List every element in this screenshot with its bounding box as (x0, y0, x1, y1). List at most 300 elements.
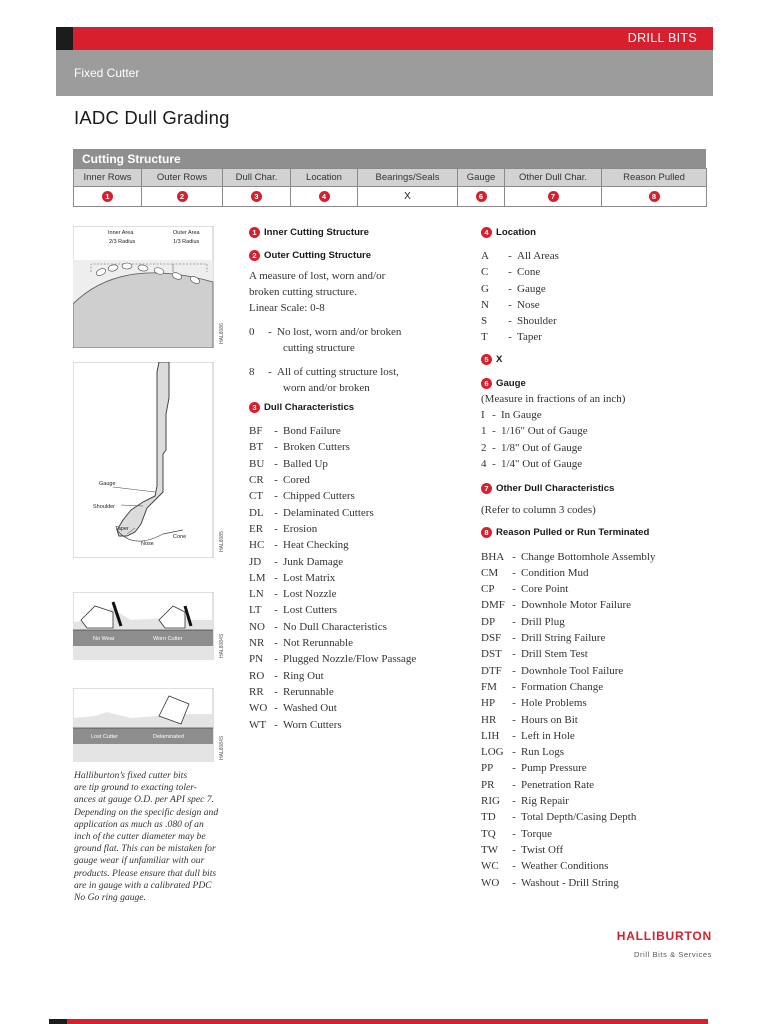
code: WO (249, 702, 268, 715)
dash: - (274, 620, 278, 633)
scale-row (249, 340, 467, 356)
description: Worn Cutters (283, 718, 342, 731)
dash: - (492, 441, 496, 454)
description: Core Point (521, 583, 569, 596)
code-cell (74, 187, 142, 207)
list-item (249, 505, 467, 521)
list-item (481, 744, 711, 760)
description: Change Bottomhole Assembly (521, 550, 656, 563)
column-header: Other Dull Char. (505, 169, 602, 187)
list-item (481, 858, 711, 874)
code: BU (249, 457, 265, 470)
code: LOG (481, 746, 504, 759)
heading-text: Dull Characteristics (264, 401, 355, 413)
code: CM (481, 566, 499, 579)
description: Formation Change (521, 680, 604, 693)
list-item (249, 651, 467, 667)
list-item (249, 602, 467, 618)
section-heading (249, 225, 467, 239)
dash: - (268, 365, 272, 378)
code: RR (249, 685, 264, 698)
no-wear-label: No Wear (93, 636, 115, 642)
dash: - (512, 713, 516, 726)
dash: - (274, 604, 278, 617)
gauge-label: Gauge (99, 481, 116, 487)
number-badge: 7 (548, 191, 559, 202)
dash: - (512, 729, 516, 742)
code: PP (481, 762, 494, 775)
caption-line: Halliburton’s fixed cutter bits (74, 770, 188, 781)
list-item (481, 679, 711, 695)
heading-text: Location (496, 226, 536, 238)
description: Lost Matrix (283, 571, 336, 584)
figure-code: HAL8084S (219, 633, 225, 658)
list-item (481, 809, 711, 825)
list-item (481, 614, 711, 630)
scale-row (249, 364, 467, 380)
column-header: Outer Rows (142, 169, 223, 187)
code: PR (481, 778, 495, 791)
dull-characteristics-list (249, 423, 467, 733)
code: DL (249, 506, 264, 519)
caption-line: application as much as .080 of an (74, 818, 204, 830)
dash: - (274, 718, 278, 731)
description: Washed Out (283, 702, 337, 715)
dash: - (274, 669, 278, 682)
list-item (481, 456, 711, 472)
bit-profile-figure (73, 362, 231, 558)
list-item (481, 313, 711, 329)
code: FM (481, 680, 497, 693)
caption-line: ances at gauge O.D. per API spec 7. (74, 794, 214, 806)
page-title: IADC Dull Grading (74, 107, 230, 128)
list-item (249, 700, 467, 716)
dash: - (274, 685, 278, 698)
code: RO (249, 669, 265, 682)
list-item (481, 597, 711, 613)
cone-label: Cone (173, 534, 187, 540)
caption-line: are in gauge with a calibrated PDC (74, 879, 212, 891)
code: C (481, 266, 489, 279)
description: Cored (283, 474, 310, 487)
code: NO (249, 620, 265, 633)
dash: - (512, 664, 516, 677)
description: Heat Checking (283, 539, 349, 552)
outer-radius-label: 1/3 Radius (173, 239, 200, 245)
description: Downhole Motor Failure (521, 599, 631, 612)
code: HC (249, 539, 265, 552)
dash: - (274, 588, 278, 601)
figure-code: HAL8085 (219, 531, 225, 552)
other-note (481, 502, 711, 518)
header-bar (56, 27, 713, 50)
code: CR (249, 474, 264, 487)
section-heading (249, 400, 467, 414)
description: Ring Out (283, 669, 324, 682)
dash: - (512, 746, 516, 759)
code: LM (249, 571, 266, 584)
number-badge: 2 (249, 250, 260, 261)
description: Condition Mud (521, 566, 589, 579)
outer-area-label: Outer Area (173, 230, 200, 236)
code: TQ (481, 827, 496, 840)
dash: - (512, 615, 516, 628)
dash: - (512, 632, 516, 645)
description: Lost Nozzle (283, 588, 337, 601)
dash: - (512, 811, 516, 824)
scale-row (249, 324, 467, 340)
list-item (249, 635, 467, 651)
logo-tagline: Drill Bits & Services (633, 950, 712, 959)
description: Twist Off (521, 843, 564, 856)
inner-area-label: Inner Area (108, 230, 134, 236)
description-line: Linear Scale: 0-8 (249, 302, 325, 314)
description: Torque (521, 827, 552, 840)
section-heading (481, 377, 711, 391)
description: Rig Repair (521, 795, 569, 808)
description: Left in Hole (521, 729, 575, 742)
list-item (481, 728, 711, 744)
column-header: Gauge (458, 169, 505, 187)
description: Shoulder (517, 315, 557, 328)
code-cell (505, 187, 602, 207)
dash: - (274, 702, 278, 715)
dash: - (512, 583, 516, 596)
dash: - (512, 697, 516, 710)
gauge-list (481, 391, 711, 472)
description: Downhole Tool Failure (521, 664, 624, 677)
number-badge: 8 (481, 527, 492, 538)
list-item (481, 875, 711, 891)
caption-line: products. Please ensure that dull bits (74, 867, 217, 879)
description-line: A measure of lost, worn and/or (249, 270, 386, 282)
code-cell (142, 187, 223, 207)
description: Drill Plug (521, 615, 565, 628)
number-badge: 3 (251, 191, 262, 202)
list-item (481, 407, 711, 423)
dash: - (492, 425, 496, 438)
cutting-structure-grid (73, 168, 707, 207)
number-badge: 7 (481, 483, 492, 494)
cutting-structure-table (73, 149, 706, 207)
code: CP (481, 583, 495, 596)
code: BHA (481, 550, 505, 563)
footer-bar (49, 1019, 708, 1024)
list-item (481, 712, 711, 728)
dash: - (274, 522, 278, 535)
dash: - (274, 653, 278, 666)
description: Drill Stem Test (521, 648, 588, 661)
code: T (481, 331, 488, 344)
description: No Dull Characteristics (283, 620, 387, 633)
scale-item (249, 324, 467, 357)
code: DSF (481, 632, 502, 645)
list-item (249, 456, 467, 472)
dash: - (274, 506, 278, 519)
number-badge: 4 (481, 227, 492, 238)
dash: - (274, 441, 278, 454)
list-item (481, 248, 711, 264)
description: Rerunnable (283, 685, 334, 698)
number-badge: 3 (249, 402, 260, 413)
list-item (249, 684, 467, 700)
section-heading (481, 353, 711, 367)
dash: - (512, 876, 516, 889)
subheader-label: Fixed Cutter (74, 66, 140, 80)
dash: - (508, 282, 512, 295)
code: ER (249, 522, 264, 535)
code: RIG (481, 795, 500, 808)
dash: - (274, 555, 278, 568)
description-line: broken cutting structure. (249, 286, 357, 298)
number-badge: 4 (319, 191, 330, 202)
dash: - (508, 315, 512, 328)
code-cell: X (358, 187, 458, 207)
code-cell (458, 187, 505, 207)
heading-text: Other Dull Characteristics (496, 482, 615, 494)
list-item (249, 586, 467, 602)
dash: - (512, 550, 516, 563)
code: BF (249, 425, 263, 438)
list-item (481, 663, 711, 679)
caption-line: are tip ground to exacting toler- (74, 782, 197, 794)
subheader-bar (56, 50, 713, 96)
figure-code: HAL8086 (219, 323, 225, 344)
middle-column (249, 225, 467, 733)
column-header: Inner Rows (74, 169, 142, 187)
code: DP (481, 615, 496, 628)
caption-line: gauge wear if unfamiliar with our (74, 855, 205, 867)
code: HR (481, 713, 497, 726)
code: WC (481, 860, 499, 873)
heading-text: Outer Cutting Structure (264, 249, 372, 261)
dash: - (274, 637, 278, 650)
list-item (249, 554, 467, 570)
right-column (481, 225, 711, 891)
halliburton-logo (617, 929, 712, 959)
number-badge: 6 (481, 378, 492, 389)
code: G (481, 282, 489, 295)
dash: - (274, 425, 278, 438)
description: Weather Conditions (521, 860, 609, 873)
heading-text: Reason Pulled or Run Terminated (496, 527, 650, 539)
description: Balled Up (283, 457, 328, 470)
note-text: (Measure in fractions of an inch) (481, 392, 626, 405)
code-cell (223, 187, 291, 207)
description: Taper (517, 331, 542, 344)
dash: - (512, 762, 516, 775)
description: 1/8" Out of Gauge (501, 441, 583, 454)
number-badge: 2 (177, 191, 188, 202)
description: Gauge (517, 282, 546, 295)
code: DTF (481, 664, 502, 677)
reason-pulled-list (481, 549, 711, 891)
description: Hours on Bit (521, 713, 578, 726)
code: HP (481, 697, 496, 710)
list-item (481, 842, 711, 858)
dash: - (512, 599, 516, 612)
column-header: Reason Pulled (602, 169, 707, 187)
code-cell (291, 187, 358, 207)
gauge-caption (74, 770, 234, 904)
list-item (249, 570, 467, 586)
list-item (481, 264, 711, 280)
description: Run Logs (521, 746, 565, 759)
description: Not Rerunnable (283, 637, 353, 650)
delaminated-label: Delaminated (153, 734, 184, 740)
code: BT (249, 441, 264, 454)
code: LT (249, 604, 262, 617)
description: Delaminated Cutters (283, 506, 374, 519)
cutting-structure-description (249, 268, 467, 316)
caption-line: ground flat. This can be mistaken for (74, 843, 216, 855)
list-item (249, 488, 467, 504)
code: WO (481, 876, 500, 889)
scale-text: No lost, worn and/or broken (277, 326, 402, 338)
description: Total Depth/Casing Depth (521, 811, 637, 824)
column-header: Bearings/Seals (358, 169, 458, 187)
cutter-wear-figure (73, 592, 231, 660)
description: Junk Damage (283, 555, 344, 568)
dash: - (274, 474, 278, 487)
list-item (481, 423, 711, 439)
list-item (481, 793, 711, 809)
list-item (481, 549, 711, 565)
list-item (481, 281, 711, 297)
description: Lost Cutters (283, 604, 338, 617)
list-item (249, 472, 467, 488)
description: Broken Cutters (283, 441, 350, 454)
header-accent-block (56, 27, 73, 50)
scale-value: 8 (249, 365, 255, 378)
caption-line: No Go ring gauge. (74, 892, 146, 904)
heading-text: Gauge (496, 378, 526, 390)
scale-text: cutting structure (283, 342, 355, 355)
number-badge: 8 (649, 191, 660, 202)
note-text: (Refer to column 3 codes) (481, 504, 596, 517)
column-header: Location (291, 169, 358, 187)
description: In Gauge (501, 409, 542, 422)
dash: - (508, 298, 512, 311)
list-item (249, 717, 467, 733)
dash: - (274, 571, 278, 584)
list-item (481, 440, 711, 456)
list-item (481, 329, 711, 345)
taper-label: Taper (115, 526, 129, 532)
caption-line: inch of the cutter diameter may be (74, 831, 206, 843)
code-row (74, 187, 707, 207)
worn-cutter-label: Worn Cutter (153, 636, 183, 642)
dash: - (512, 566, 516, 579)
location-list (481, 248, 711, 346)
code: 2 (481, 441, 487, 454)
dash: - (512, 795, 516, 808)
inner-radius-label: 2/3 Radius (109, 239, 136, 245)
dash: - (512, 778, 516, 791)
list-item (249, 619, 467, 635)
scale-text: All of cutting structure lost, (277, 365, 399, 378)
description: Nose (517, 298, 540, 311)
description: Hole Problems (521, 697, 587, 710)
code: S (481, 315, 488, 328)
dash: - (512, 827, 516, 840)
caption-line: Depending on the specific design and (74, 806, 219, 818)
cutter-loss-figure (73, 688, 231, 762)
section-label: DRILL BITS (627, 31, 697, 45)
description: Bond Failure (283, 425, 341, 438)
description: Drill String Failure (521, 632, 606, 645)
code: TD (481, 811, 496, 824)
list-item (481, 695, 711, 711)
code: LN (249, 588, 264, 601)
number-badge: 1 (249, 227, 260, 238)
description: Chipped Cutters (283, 490, 355, 503)
code: TW (481, 843, 499, 856)
code: NR (249, 637, 265, 650)
list-item (249, 521, 467, 537)
dash: - (512, 648, 516, 661)
dash: - (492, 457, 496, 470)
code: WT (249, 718, 267, 731)
scale-item (249, 364, 467, 397)
description: Washout - Drill String (521, 876, 619, 889)
list-item (481, 630, 711, 646)
list-item (481, 760, 711, 776)
code: DMF (481, 599, 505, 612)
code: N (481, 298, 489, 311)
dash: - (512, 843, 516, 856)
scale-row (249, 380, 467, 396)
section-heading (481, 526, 711, 540)
description: Pump Pressure (521, 762, 587, 775)
code: PN (249, 653, 264, 666)
scale-value: 0 (249, 326, 255, 338)
number-badge: 1 (102, 191, 113, 202)
list-item (481, 826, 711, 842)
nose-label: Nose (141, 541, 154, 547)
code: CT (249, 490, 264, 503)
list-item (481, 581, 711, 597)
dash: - (274, 539, 278, 552)
code: JD (249, 555, 262, 568)
section-heading (481, 225, 711, 239)
dash: - (268, 326, 272, 338)
shoulder-label: Shoulder (93, 504, 116, 510)
dash: - (274, 457, 278, 470)
list-item (481, 646, 711, 662)
list-item (249, 537, 467, 553)
section-heading (481, 481, 711, 495)
bit-cross-section-figure (73, 226, 231, 348)
code: DST (481, 648, 502, 661)
list-item (481, 777, 711, 793)
list-item (249, 423, 467, 439)
column-header-row (74, 169, 707, 187)
code: 4 (481, 457, 487, 470)
dash: - (512, 680, 516, 693)
section-heading (249, 248, 467, 262)
code-cell (602, 187, 707, 207)
description: Erosion (283, 522, 318, 535)
cutting-structure-title: Cutting Structure (73, 149, 706, 168)
gauge-note (481, 391, 711, 407)
dash: - (274, 490, 278, 503)
description: Cone (517, 266, 541, 279)
footer-accent-block (49, 1019, 67, 1024)
code: LIH (481, 729, 500, 742)
list-item (249, 439, 467, 455)
code: A (481, 250, 489, 262)
